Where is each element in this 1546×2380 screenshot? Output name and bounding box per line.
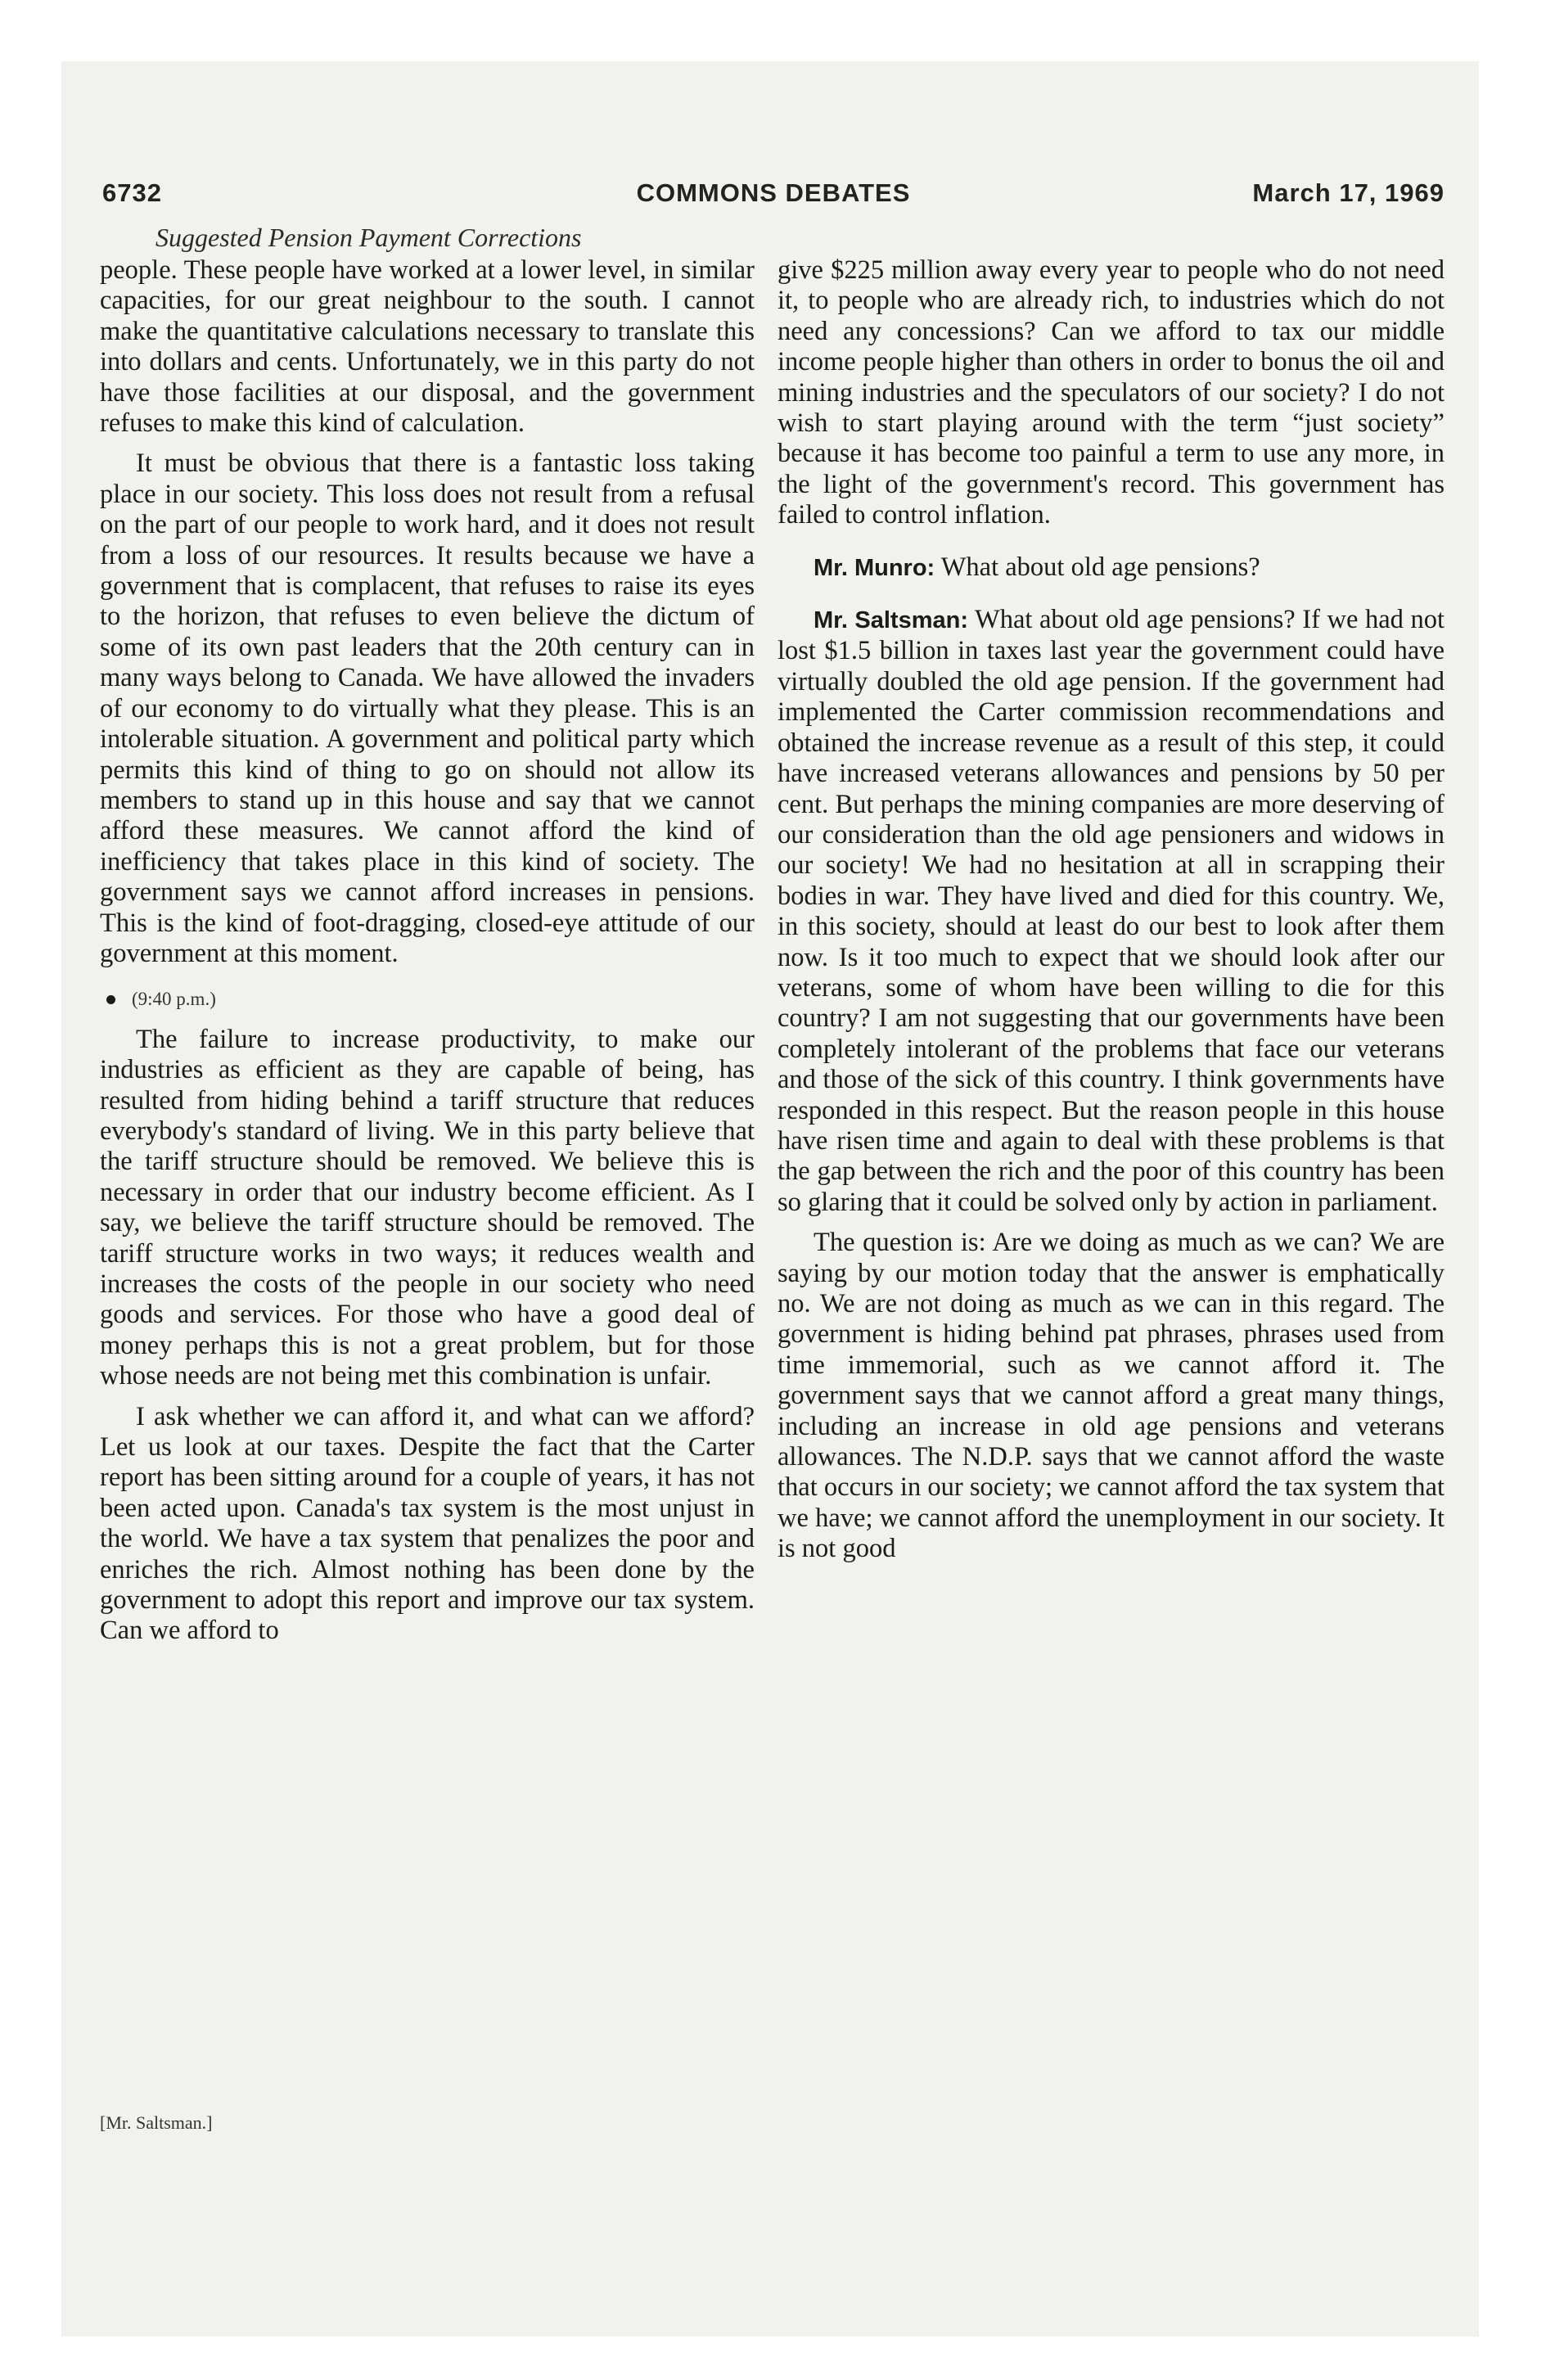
- section-subhead: Suggested Pension Payment Corrections: [156, 223, 582, 252]
- speaker-name: Mr. Saltsman:: [814, 607, 969, 634]
- page-number: 6732: [102, 178, 162, 207]
- time-stamp-text: (9:40 p.m.): [132, 989, 216, 1010]
- speech-saltsman: [778, 605, 1445, 1218]
- speech-text: What about old age pensions?: [940, 552, 1260, 582]
- paragraph: The failure to increase productivity, to make our industries as efficient as they are capable of being, has resulted from hiding behind a tariff structure that reduces everybody's standard of living. We in this party believe that the tariff structure should be removed. We believe this is necessary in order that our industry become efficient. As I say, we believe the tariff structure should be removed. The tariff structure works in two ways; it reduces wealth and increases the costs of the people in our society who need goods and services. For those who have a good deal of money perhaps this is not a great problem, but for those whose needs are not being met this combination is unfair.: [100, 1024, 755, 1391]
- bullet-icon: [106, 995, 115, 1004]
- publication-title: COMMONS DEBATES: [636, 178, 911, 207]
- footer-speaker-note: [Mr. Saltsman.]: [100, 2112, 213, 2133]
- speech-text: What about old age pensions? If we had not lost $1.5 billion in taxes last year the government could have virtually doubled the old age pension. If the government had implemented the Carter commission recommendations and obtained the increase revenue as a result of this step, it could have increased veterans allowances and pensions by 50 per cent. But perhaps the mining companies are more deserving of our consideration than the old age pensioners and widows in our society! We had no hesitation at all in scrapping their bodies in war. They have lived and died for this country. We, in this society, should at least do our best to look after them now. Is it too much to expect that we should look after our veterans, some of whom have been willing to die for this country? I am not suggesting that our governments have been completely intolerant of the problems that face our veterans and those of the sick of this country. I think governments have responded in this respect. But the reason people in this house have risen time and again to deal with these problems is that the gap between the rich and the poor of this country has been so glaring that it could be solved only by action in parliament.: [778, 605, 1445, 1217]
- left-column: [100, 255, 755, 1647]
- paragraph: I ask whether we can afford it, and what can we afford? Let us look at our taxes. Despite the fact that the Carter report has been sitting around for a couple of years, it has not been acted upon. Canada's tax system is the most unjust in the world. We have a tax system that penalizes the poor and enriches the rich. Almost nothing has been done by the government to adopt this report and improve our tax system. Can we afford to: [100, 1401, 755, 1646]
- paragraph: people. These people have worked at a lower level, in similar capacities, for our great neighbour to the south. I cannot make the quantitative calculations necessary to translate this into dollars and cents. Unfortunately, we in this party do not have those facilities at our disposal, and the government refuses to make this kind of calculation.: [100, 255, 755, 439]
- page-date: March 17, 1969: [1252, 178, 1445, 207]
- paragraph: It must be obvious that there is a fantastic loss taking place in our society. This loss does not result from a refusal on the part of our people to work hard, and it does not result from a loss of our resources. It results because we have a government that is complacent, that refuses to raise its eyes to the horizon, that refuses to even believe the dictum of some of its own past leaders that the 20th century can in many ways belong to Canada. We have allowed the invaders of our economy to do virtually what they please. This is an intolerable situation. A government and political party which permits this kind of thing to go on should not allow its members to stand up in this house and say that we cannot afford these measures. We cannot afford the kind of inefficiency that takes place in this kind of society. The government says we cannot afford increases in pensions. This is the kind of foot-dragging, closed-eye attitude of our government at this moment.: [100, 449, 755, 968]
- paragraph: The question is: Are we doing as much as we can? We are saying by our motion today that the answer is emphatically no. We are not doing as much as we can in this regard. The government is hiding behind pat phrases, phrases used from time immemorial, such as we cannot afford it. The government says that we cannot afford a great many things, including an increase in old age pensions and veterans allowances. The N.D.P. says that we cannot afford the waste that occurs in our society; we cannot afford the tax system that we have; we cannot afford the unemployment in our society. It is not good: [778, 1228, 1445, 1564]
- time-stamp: [100, 984, 755, 1014]
- page-header: [102, 178, 1445, 219]
- speaker-name: Mr. Munro:: [814, 554, 935, 581]
- speech-munro: [778, 552, 1445, 584]
- right-column: [778, 255, 1445, 1565]
- paragraph: give $225 million away every year to people who do not need it, to people who are already rich, to industries which do not need any concessions? Can we afford to tax our middle income people higher than others in order to bonus the oil and mining industries and the speculators of our society? I do not wish to start playing around with the term “just society” because it has become too painful a term to use any more, in the light of the government's record. This government has failed to control inflation.: [778, 255, 1445, 530]
